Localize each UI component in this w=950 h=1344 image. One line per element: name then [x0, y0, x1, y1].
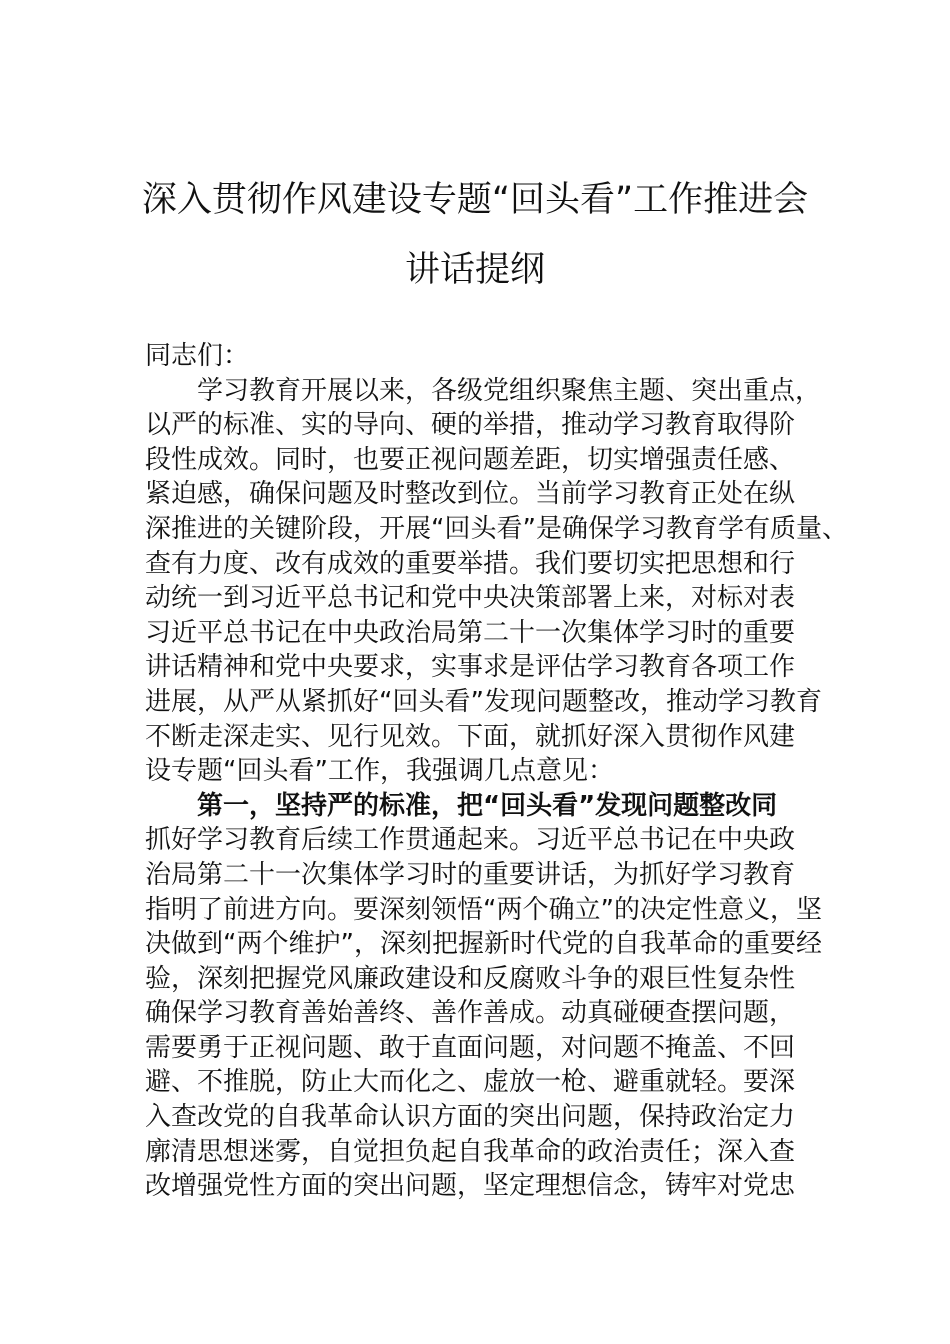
paragraph-2-line: 改增强党性方面的突出问题，坚定理想信念，铸牢对党忠 — [145, 1171, 796, 1202]
paragraph-1-line: 查有力度、改有成效的重要举措。我们要切实把思想和行 — [145, 548, 796, 579]
paragraph-1-line: 紧迫感，确保问题及时整改到位。当前学习教育正处在纵 — [145, 479, 796, 510]
paragraph-2-line: 决做到“两个维护”，深刻把握新时代党的自我革命的重要经 — [145, 929, 822, 960]
paragraph-1-line: 学习教育开展以来，各级党组织聚焦主题、突出重点， — [197, 375, 822, 406]
paragraph-2-bold-lead: 第一，坚持严的标准，把“回头看”发现问题整改同 — [197, 790, 778, 821]
paragraph-2-line: 确保学习教育善始善终、善作善成。动真碰硬查摆问题， — [145, 998, 796, 1029]
paragraph-1-line: 习近平总书记在中央政治局第二十一次集体学习时的重要 — [145, 617, 796, 648]
paragraph-1-line: 段性成效。同时，也要正视问题差距，切实增强责任感、 — [145, 444, 796, 475]
salutation: 同志们： — [145, 341, 250, 371]
paragraph-2-line: 避、不推脱，防止大而化之、虚放一枪、避重就轻。要深 — [145, 1067, 796, 1098]
paragraph-1-line: 设专题“回头看”工作，我强调几点意见： — [145, 756, 614, 787]
document-body — [145, 339, 848, 1204]
paragraph-2-line: 指明了前进方向。要深刻领悟“两个确立”的决定性意义，坚 — [145, 894, 822, 925]
paragraph-1-line: 深推进的关键阶段，开展“回头看”是确保学习教育学有质量、 — [145, 513, 848, 544]
paragraph-2-line: 验，深刻把握党风廉政建设和反腐败斗争的艰巨性复杂性 — [145, 963, 796, 994]
paragraph-2-line: 需要勇于正视问题、敢于直面问题，对问题不掩盖、不回 — [145, 1032, 796, 1063]
paragraph-2-line: 抓好学习教育后续工作贯通起来。习近平总书记在中央政 — [145, 825, 796, 856]
paragraph-2-line: 入查改党的自我革命认识方面的突出问题，保持政治定力 — [145, 1102, 796, 1133]
paragraph-2-line: 廓清思想迷雾，自觉担负起自我革命的政治责任；深入查 — [145, 1136, 796, 1167]
paragraph-2-line: 治局第二十一次集体学习时的重要讲话，为抓好学习教育 — [145, 859, 796, 890]
paragraph-1-line: 动统一到习近平总书记和党中央决策部署上来，对标对表 — [145, 583, 796, 614]
document-title-line-2: 讲话提纲 — [404, 250, 545, 290]
paragraph-1-line: 进展，从严从紧抓好“回头看”发现问题整改，推动学习教育 — [145, 686, 822, 717]
document-title-line-1: 深入贯彻作风建设专题“回头看”工作推进会 — [141, 180, 809, 220]
paragraph-1-line: 讲话精神和党中央要求，实事求是评估学习教育各项工作 — [145, 652, 796, 683]
paragraph-1-line: 以严的标准、实的导向、硬的举措，推动学习教育取得阶 — [145, 410, 796, 441]
paragraph-1-line: 不断走深走实、见行见效。下面，就抓好深入贯彻作风建 — [145, 721, 796, 752]
